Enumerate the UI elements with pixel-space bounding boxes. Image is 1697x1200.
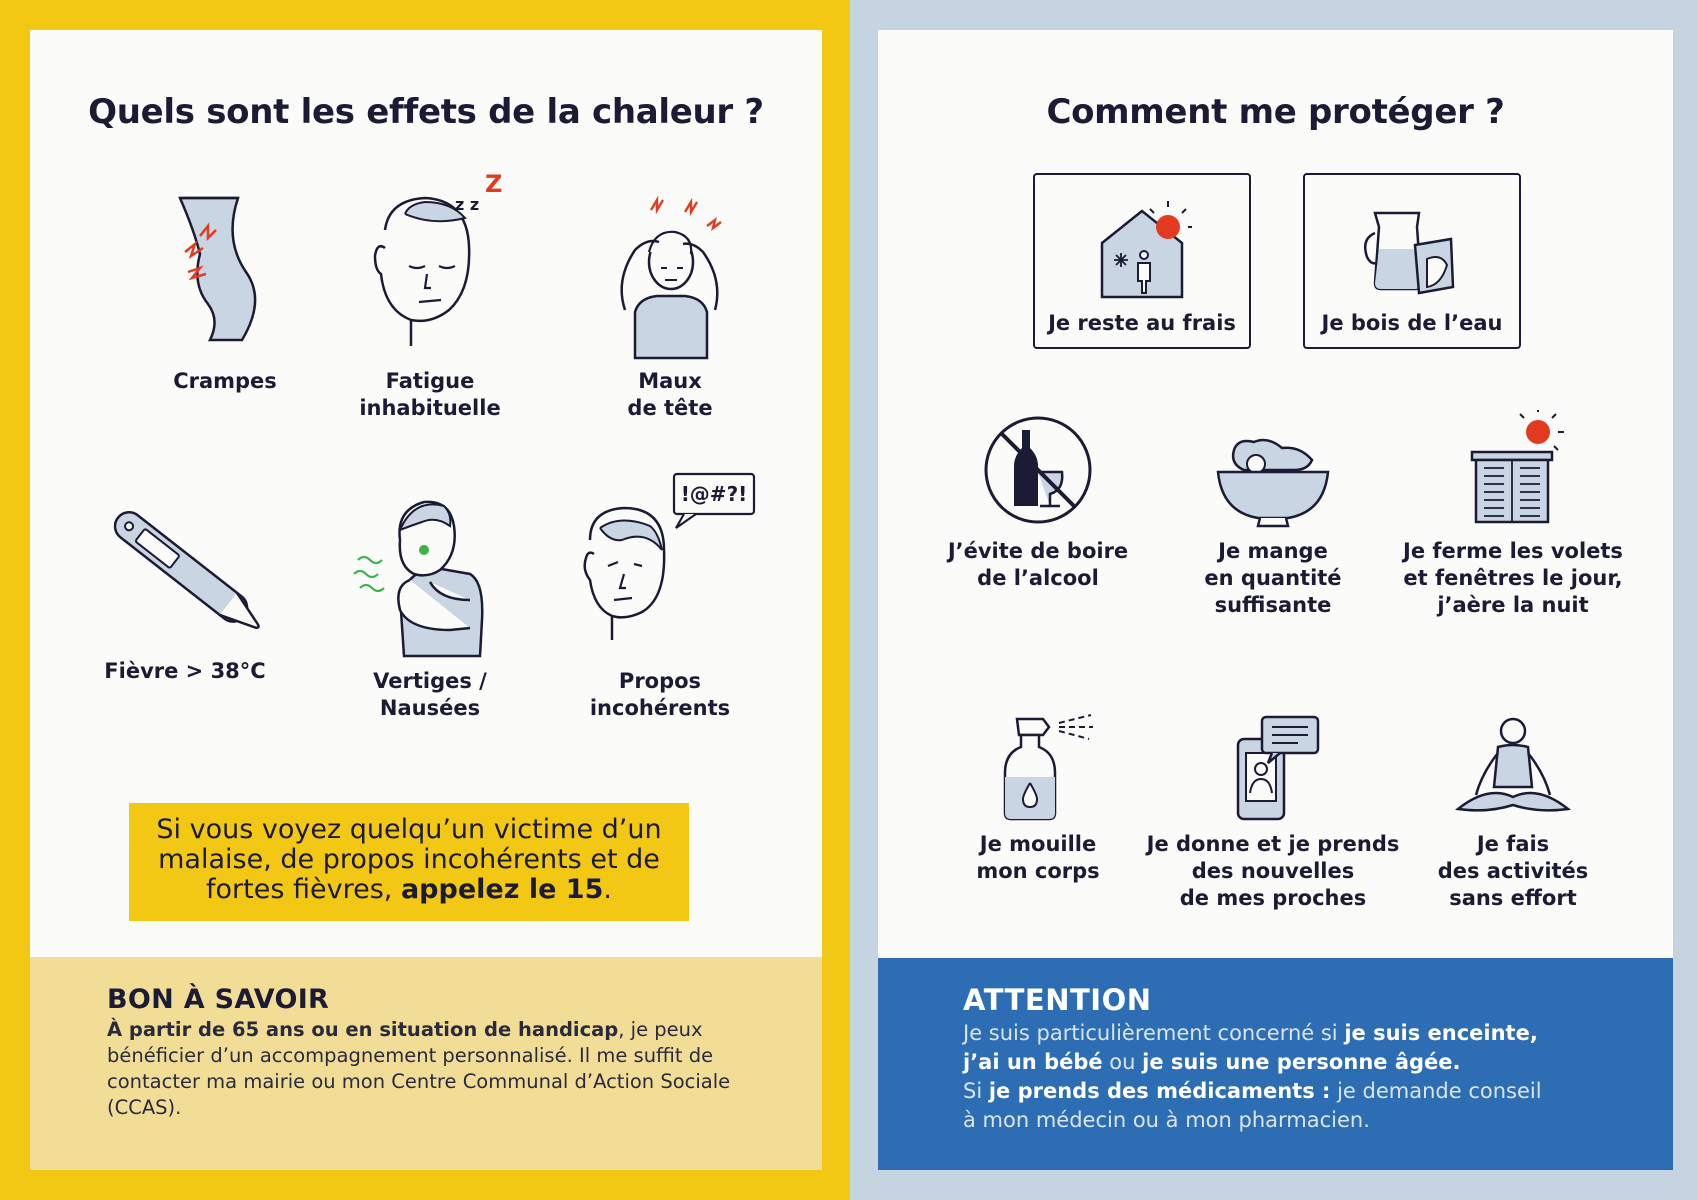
phone-message-icon	[1218, 713, 1328, 823]
effect-incoherent-speech	[550, 470, 770, 722]
attention-box	[878, 958, 1673, 1170]
spray-bottle-icon	[973, 713, 1103, 823]
attention-bold: je prends des médicaments :	[988, 1079, 1331, 1103]
attention-bold: je suis une personne âgée.	[1142, 1050, 1461, 1074]
attention-line: à mon médecin ou à mon pharmacien.	[963, 1108, 1370, 1132]
effect-fatigue	[320, 170, 540, 422]
cool-house-icon	[1092, 193, 1192, 303]
attention-heading: ATTENTION	[963, 983, 1152, 1017]
good-to-know-box	[30, 957, 822, 1170]
tip-label: Je mouille mon corps	[976, 832, 1100, 883]
good-to-know-text	[107, 1017, 782, 1121]
protection-title: Comment me protéger ?	[1046, 92, 1505, 132]
tip-label: Je mange en quantité suffisante	[1204, 539, 1342, 617]
headache-icon	[595, 180, 745, 360]
effect-dizziness	[330, 470, 530, 722]
tip-label: Je bois de l’eau	[1321, 311, 1503, 335]
tip-label: Je donne et je prends des nouvelles de mes proches	[1146, 832, 1400, 910]
protection-card	[878, 30, 1673, 1170]
effect-cramps	[125, 180, 325, 395]
effect-label: Vertiges / Nausées	[373, 669, 487, 720]
effect-label: Maux de tête	[627, 369, 713, 420]
nausea-icon	[340, 470, 520, 660]
attention-line: ou	[1102, 1050, 1143, 1074]
meditation-icon	[1448, 713, 1578, 823]
emergency-callout	[129, 803, 689, 921]
effect-fever	[70, 490, 300, 685]
no-alcohol-icon	[978, 410, 1098, 530]
tip-wet-body	[928, 713, 1148, 885]
tip-label: Je reste au frais	[1048, 311, 1236, 335]
tip-no-alcohol	[913, 410, 1163, 592]
svg-text:Z: Z	[485, 170, 503, 198]
effect-headache	[570, 180, 770, 422]
confused-speech-icon	[560, 470, 760, 660]
effect-label: Crampes	[173, 369, 277, 393]
effects-title: Quels sont les effets de la chaleur ?	[88, 92, 764, 132]
right-panel	[850, 0, 1697, 1200]
effect-label: Fatigue inhabituelle	[359, 369, 501, 420]
good-to-know-bold: À partir de 65 ans ou en situation de handicap	[107, 1018, 619, 1041]
callout-end: .	[603, 874, 612, 905]
attention-bold: je suis enceinte,	[1344, 1021, 1538, 1045]
tip-eat-enough	[1148, 420, 1398, 619]
tip-drink-water	[1303, 173, 1521, 349]
attention-text	[963, 1019, 1633, 1135]
attention-line: Je suis particulièrement concerné si	[963, 1021, 1345, 1045]
speech-bubble-text: !@#?!	[680, 482, 748, 506]
water-jug-icon	[1357, 193, 1467, 303]
good-to-know-rest: , je peux bénéficier d’un accompagnement personnalisé. Il me suffit de contacter ma mairie ou mon Centre Communal d’Action Sociale (CCAS).	[107, 1018, 731, 1119]
heat-effects-card	[30, 30, 822, 1170]
effect-label: Propos incohérents	[589, 669, 731, 720]
tip-stay-cool	[1033, 173, 1251, 349]
attention-line: je demande conseil	[1330, 1079, 1542, 1103]
attention-bold: j’ai un bébé	[963, 1050, 1103, 1074]
shutters-icon	[1458, 410, 1568, 530]
svg-text:z z: z z	[455, 195, 480, 214]
leg-cramp-icon	[150, 180, 300, 360]
tip-label: Je ferme les volets et fenêtres le jour, j’aère la nuit	[1403, 539, 1623, 617]
tip-label: Je fais des activités sans effort	[1437, 832, 1589, 910]
sleepy-face-icon	[345, 170, 515, 360]
tip-keep-in-touch	[1138, 713, 1408, 912]
callout-bold: appelez le 15	[400, 874, 604, 905]
tip-gentle-activities	[1388, 713, 1638, 912]
effect-label: Fièvre > 38°C	[104, 659, 266, 683]
good-to-know-heading: BON À SAVOIR	[107, 984, 330, 1015]
thermometer-icon	[90, 490, 280, 650]
tip-label: J’évite de boire de l’alcool	[947, 539, 1129, 590]
attention-line: Si	[963, 1079, 989, 1103]
food-bowl-icon	[1208, 420, 1338, 530]
callout-text: Si vous voyez quelqu’un victime d’un malaise, de propos incohérents et de fortes fièvres,	[156, 814, 662, 905]
tip-close-shutters	[1378, 410, 1648, 619]
